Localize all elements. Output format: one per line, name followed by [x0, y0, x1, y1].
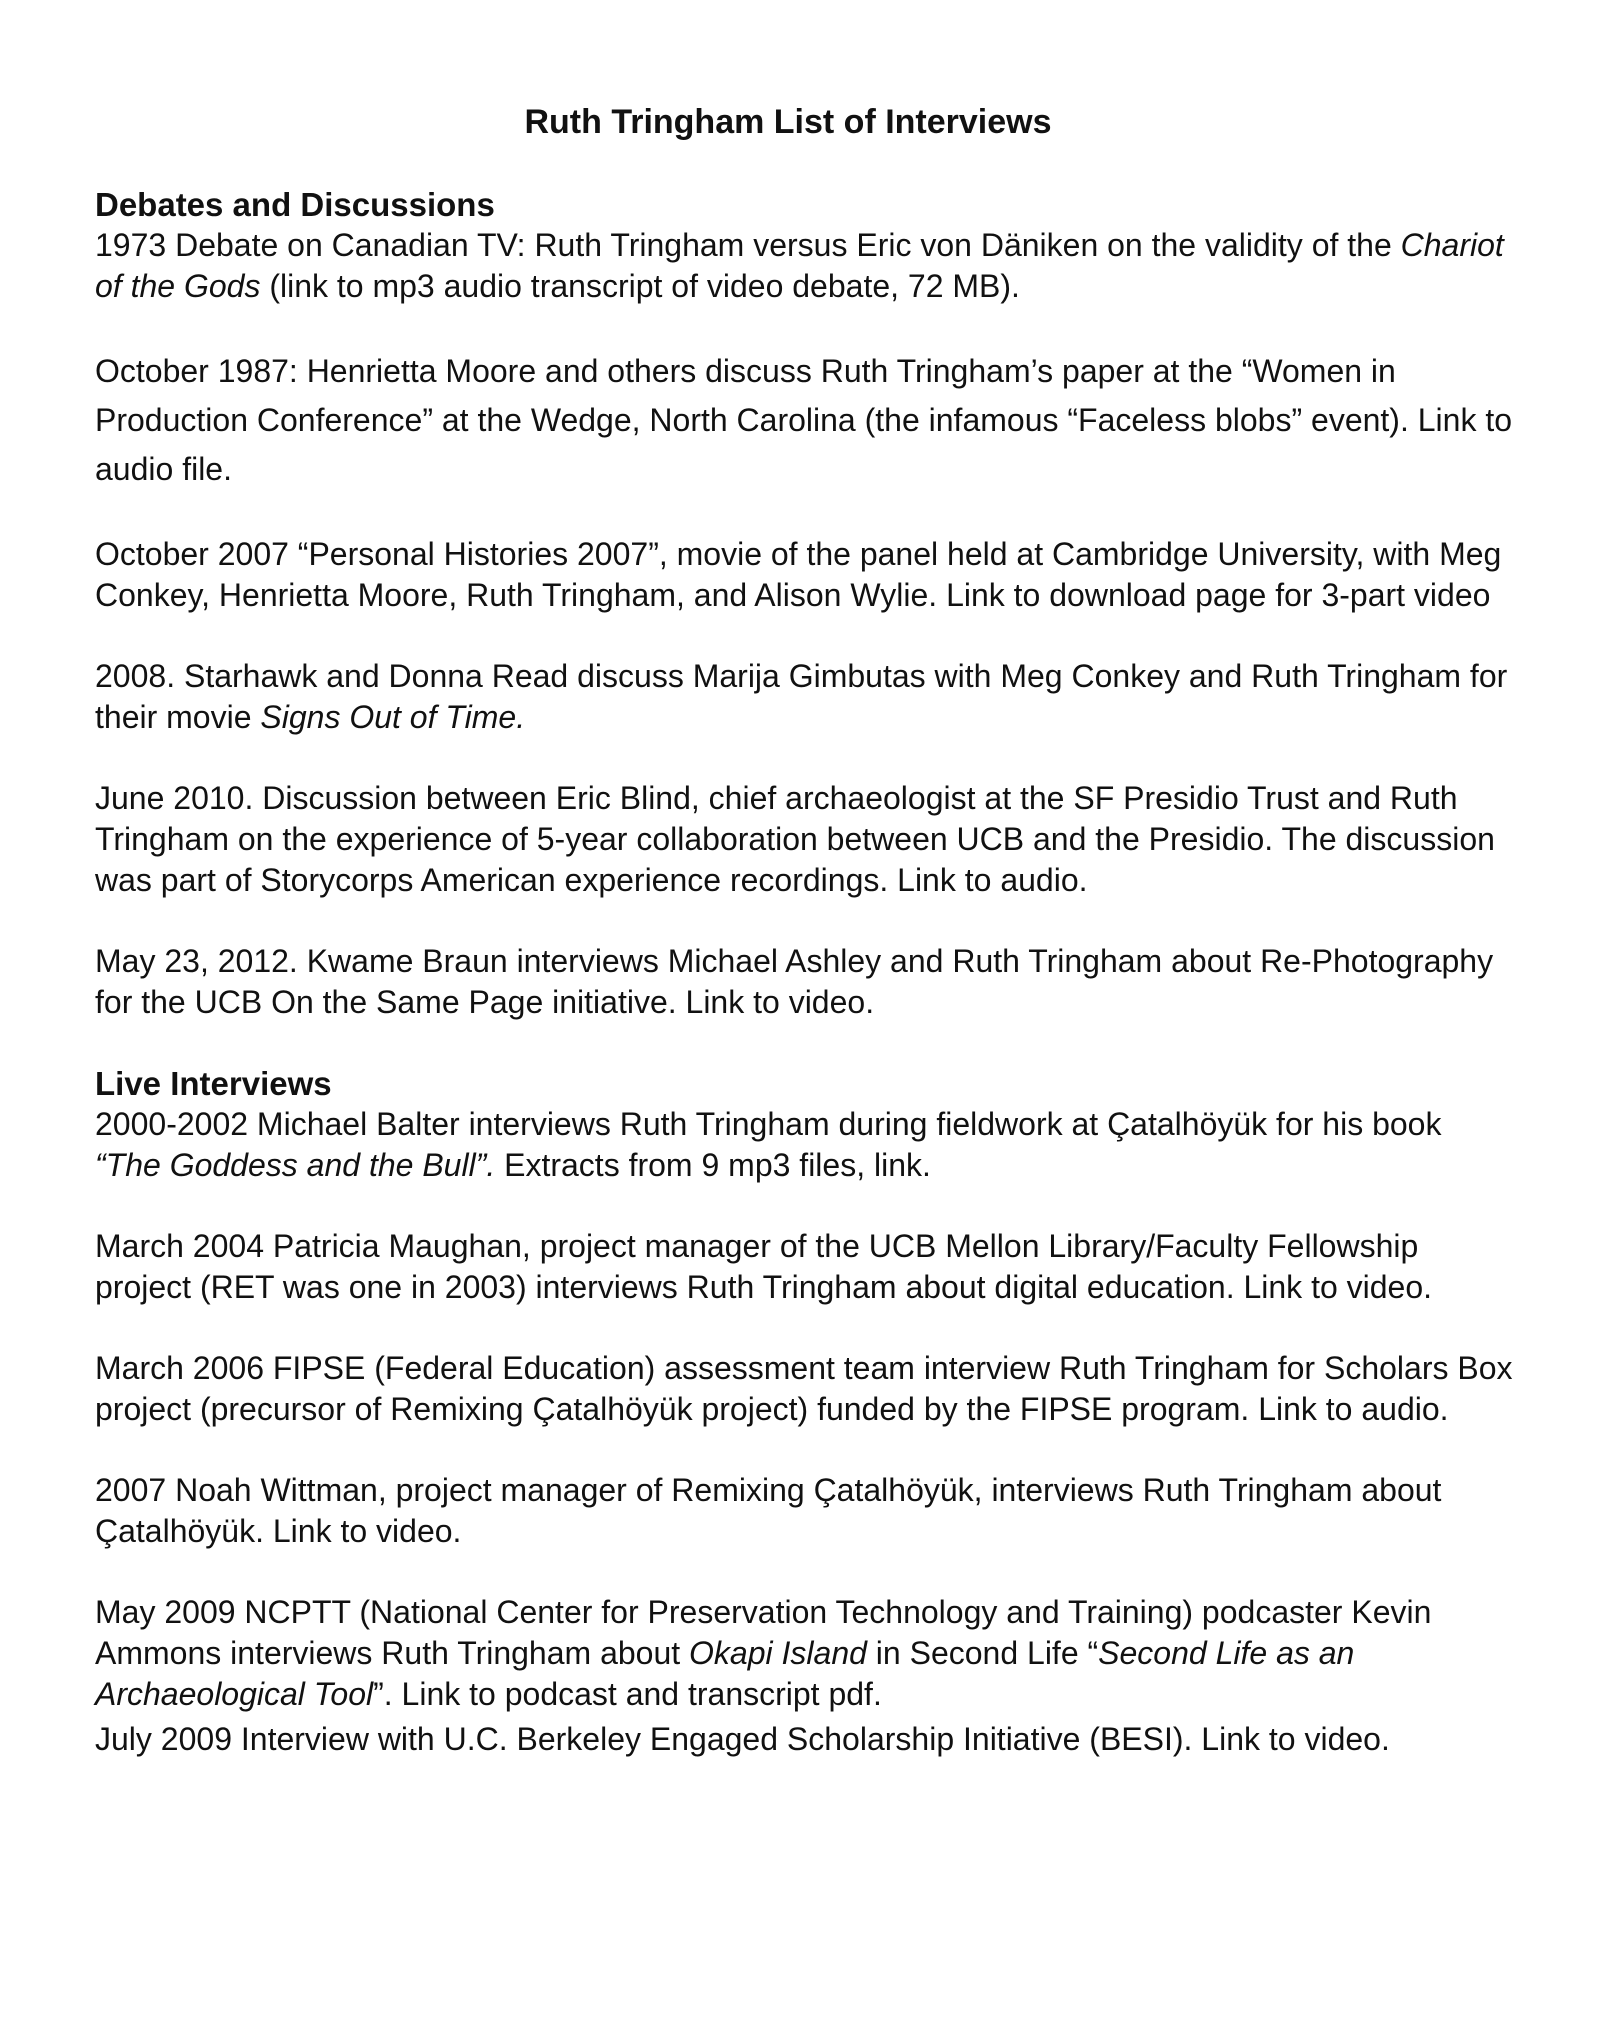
entry-italic-title: Signs Out of Time.: [260, 699, 526, 735]
entry-2012-rephotography: [95, 941, 1515, 1023]
entry-text: Extracts from 9 mp3 files, link.: [495, 1147, 931, 1183]
entry-italic-title: Second Life as an Archaeological Tool: [95, 1635, 1355, 1712]
document-title: Ruth Tringham List of Interviews: [524, 103, 1052, 141]
entry-text: May 2009 NCPTT (National Center for Preservation Technology and Training) podcaster Kevin Ammons interviews Ruth Tringham about: [95, 1594, 1432, 1671]
entry-italic-title: “The Goddess and the Bull”.: [95, 1147, 496, 1183]
entry-text: March 2006 FIPSE (Federal Education) assessment team interview Ruth Tringham for Scholars Box project (precursor of Remixing Çatalhöyük project) funded by the FIPSE program. Link to audio.: [95, 1350, 1513, 1427]
entry-2000-balter: [95, 1104, 1515, 1186]
entry-2007-personal-histories: [95, 534, 1515, 616]
entry-1973-debate: [95, 225, 1515, 307]
document-body: [95, 184, 1515, 1804]
entry-text: (link to mp3 audio transcript of video debate, 72 MB).: [260, 268, 1020, 304]
entry-text: ”. Link to podcast and transcript pdf.: [373, 1676, 882, 1712]
entry-text: October 1987: Henrietta Moore and others discuss Ruth Tringham’s paper at the “Women in Production Conference” at the Wedge, North Carolina (the infamous “Faceless blobs” event). Link to audio file.: [95, 353, 1513, 487]
entry-text: in Second Life “: [866, 1635, 1099, 1671]
entry-2007-wittman: [95, 1470, 1515, 1552]
entry-text: October 2007 “Personal Histories 2007”, movie of the panel held at Cambridge University, with Meg Conkey, Henrietta Moore, Ruth Tringham, and Alison Wylie. Link to download page for 3-part video: [95, 536, 1502, 613]
entry-2009-ncptt: [95, 1592, 1515, 1715]
entry-2010-presidio: [95, 778, 1515, 901]
entry-text: March 2004 Patricia Maughan, project manager of the UCB Mellon Library/Faculty Fellowship project (RET was one in 2003) interviews Ruth Tringham about digital education. Link to video.: [95, 1228, 1433, 1305]
entry-italic-title: Okapi Island: [689, 1635, 867, 1671]
entry-2008-starhawk: [95, 656, 1515, 738]
entry-text: June 2010. Discussion between Eric Blind, chief archaeologist at the SF Presidio Trust and Ruth Tringham on the experience of 5-year collaboration between UCB and the Presidio. The discussion was part of Storycorps American experience recordings. Link to audio.: [95, 780, 1495, 898]
entry-text: 2008. Starhawk and Donna Read discuss Marija Gimbutas with Meg Conkey and Ruth Tringham for their movie: [95, 658, 1508, 735]
section-heading-debates: Debates and Discussions: [95, 186, 495, 223]
entry-italic-title: Chariot of the Gods: [95, 227, 1504, 304]
entry-text: 1973 Debate on Canadian TV: Ruth Tringham versus Eric von Däniken on the validity of the: [95, 227, 1401, 263]
entry-text: May 23, 2012. Kwame Braun interviews Michael Ashley and Ruth Tringham about Re-Photography for the UCB On the Same Page initiative. Link to video.: [95, 943, 1494, 1020]
entry-2009-besi: [95, 1715, 1515, 1764]
entry-text: July 2009 Interview with U.C. Berkeley Engaged Scholarship Initiative (BESI). Link to video.: [95, 1721, 1390, 1757]
entry-text: 2000-2002 Michael Balter interviews Ruth Tringham during fieldwork at Çatalhöyük for his book: [95, 1106, 1442, 1142]
entry-text: 2007 Noah Wittman, project manager of Remixing Çatalhöyük, interviews Ruth Tringham about Çatalhöyük. Link to video.: [95, 1472, 1442, 1549]
section-heading-live-interviews: Live Interviews: [95, 1065, 332, 1102]
entry-2004-maughan: [95, 1226, 1515, 1308]
entry-2006-fipse: [95, 1348, 1515, 1430]
entry-1987-discussion: [95, 347, 1515, 494]
